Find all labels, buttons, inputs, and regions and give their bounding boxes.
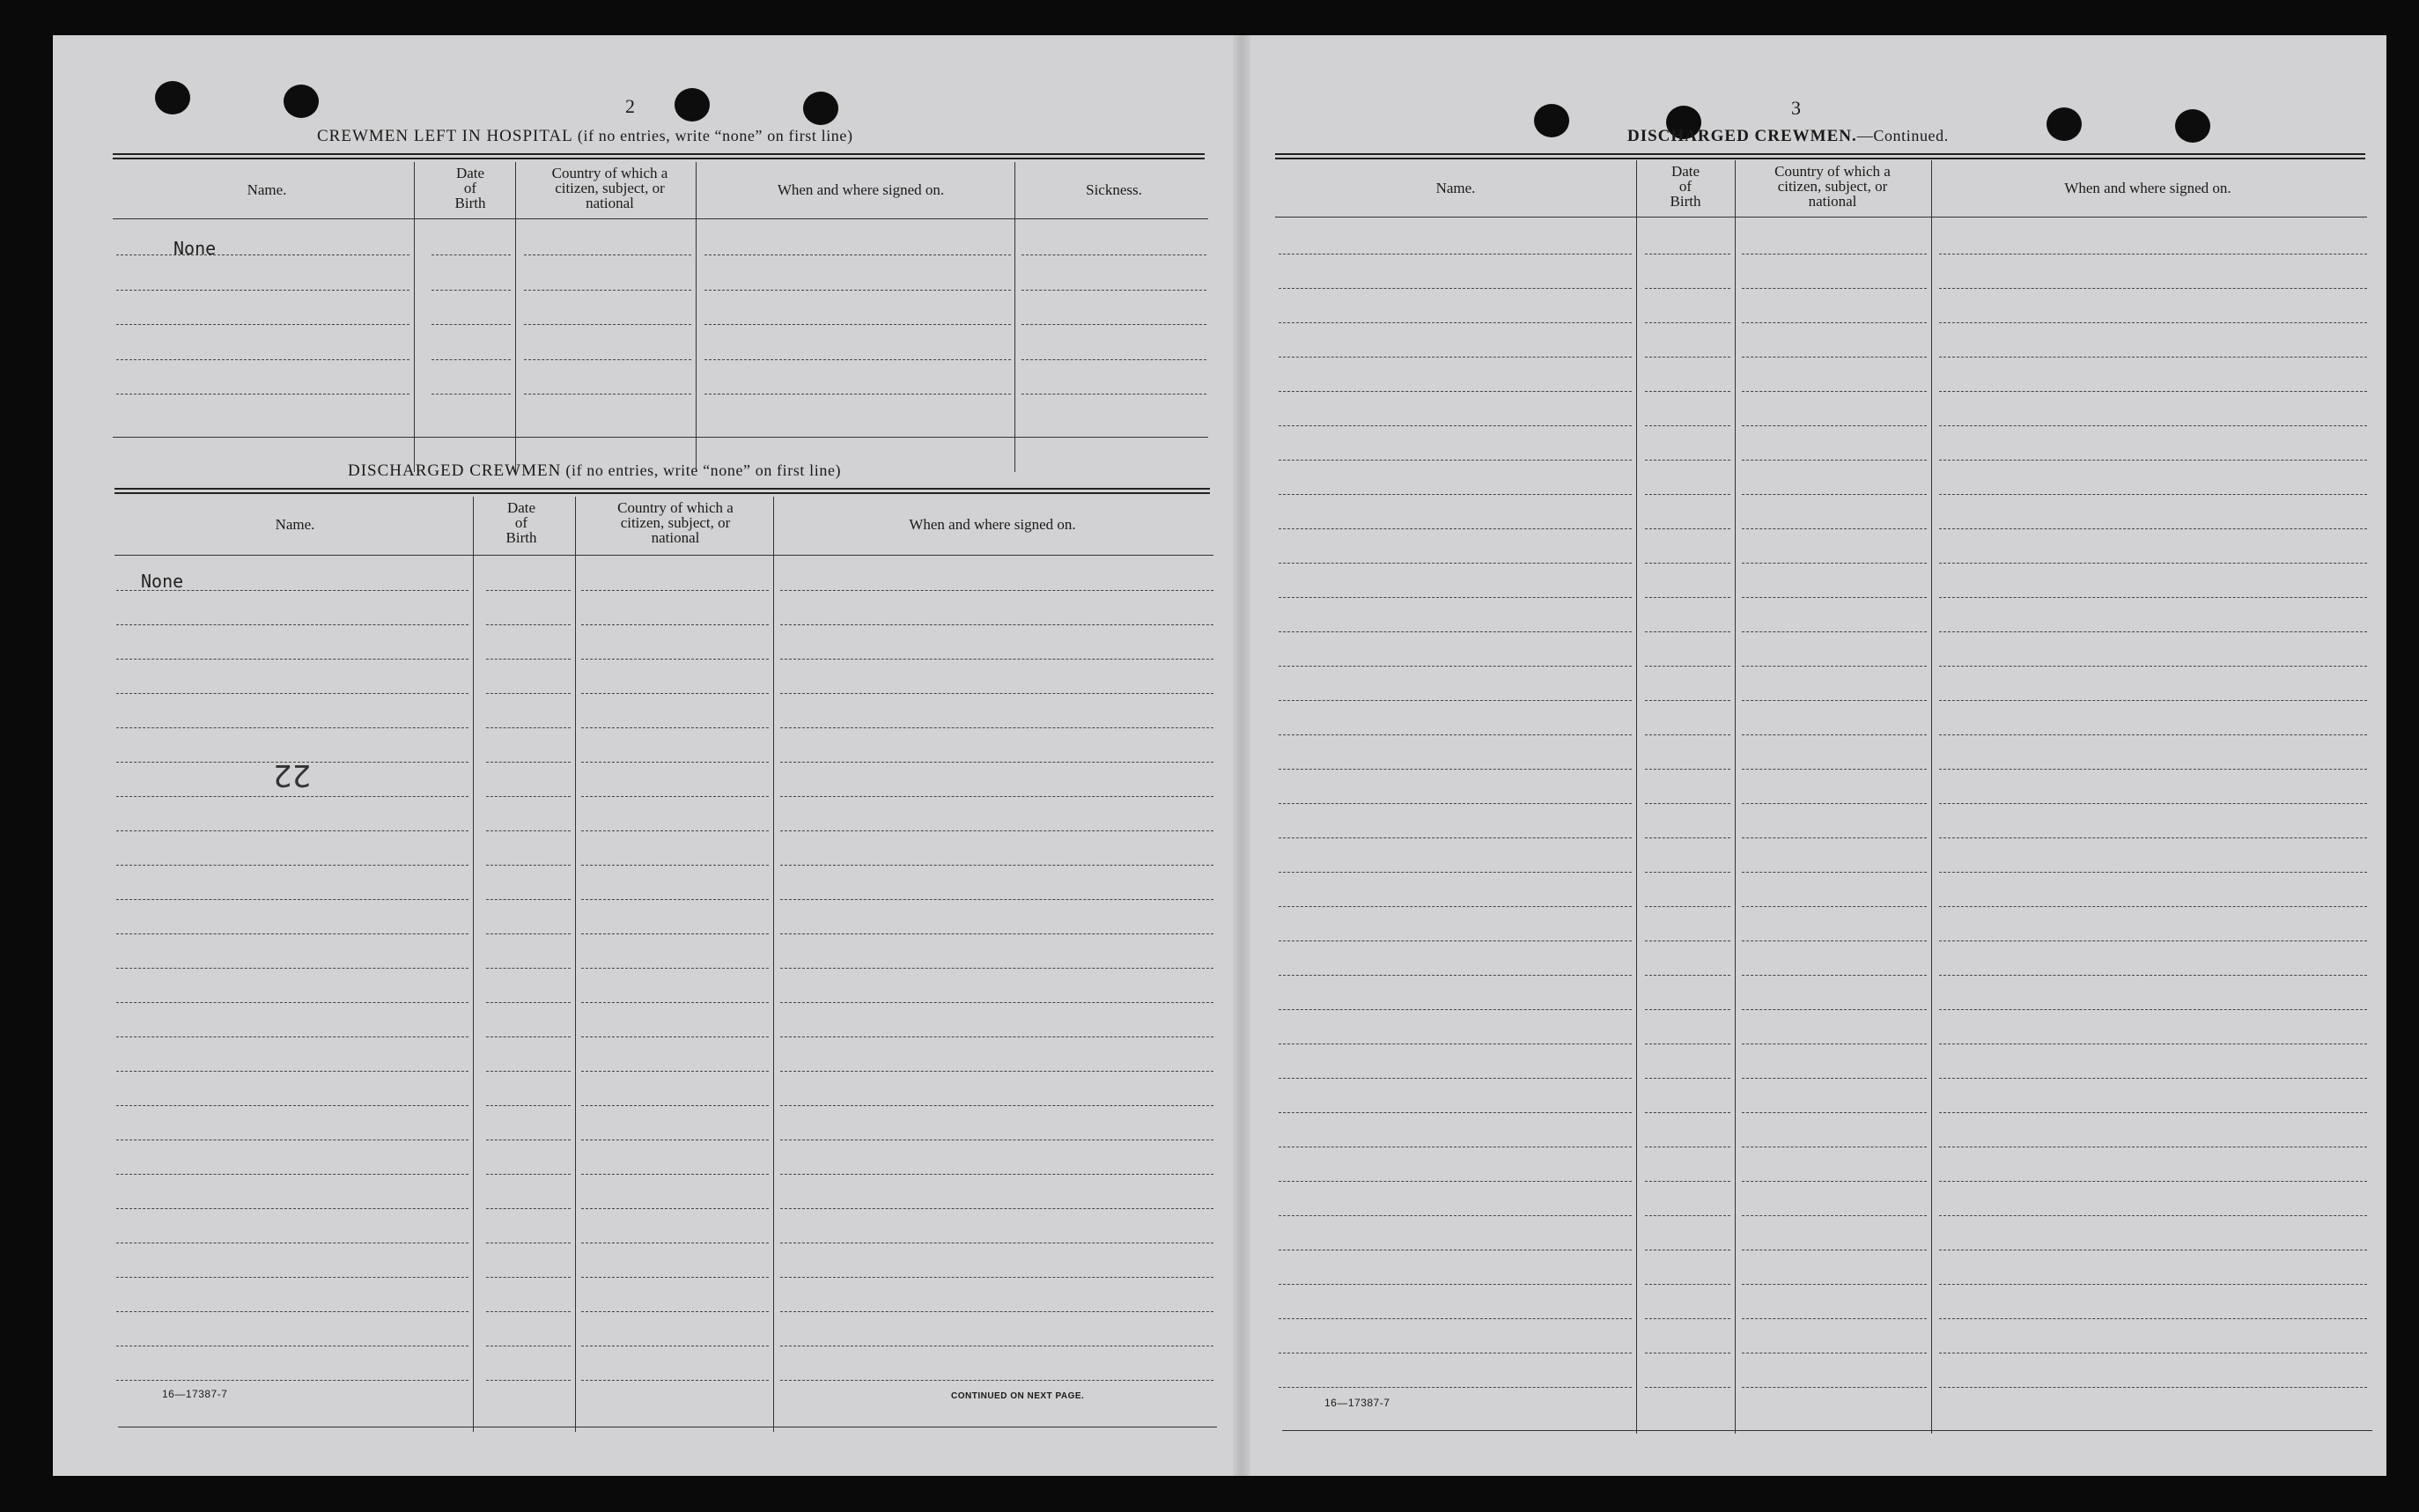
dashed-rule [1645,528,1730,529]
dashed-rule [1279,803,1632,804]
dashed-rule [431,254,511,255]
dashed-rule [116,254,409,255]
dashed-rule [1742,872,1927,873]
header-name: Name. [1435,180,1476,196]
right-title-note: —Continued. [1856,127,1949,144]
dashed-rule [1939,528,2367,529]
dashed-rule [1939,803,2367,804]
dashed-rule [486,1105,571,1106]
dashed-rule [1645,597,1730,598]
right-title-main: DISCHARGED CREWMEN. [1627,127,1857,145]
table-top-rule [1275,153,2365,159]
dashed-rule [1939,460,2367,461]
dashed-rule [1939,975,2367,976]
dashed-rule [1939,597,2367,598]
dashed-rule [704,324,1011,325]
dashed-rule [704,394,1011,395]
dashed-rule [581,968,769,969]
dashed-rule [116,290,409,291]
dashed-rule [1939,1078,2367,1079]
form-number-right: 16—17387-7 [1324,1397,1390,1409]
dashed-rule [116,1071,468,1072]
dashed-rule [1742,1318,1927,1319]
dashed-rule [116,324,409,325]
dashed-rule [1742,597,1927,598]
dashed-rule [1742,734,1927,735]
dashed-rule [1939,1215,2367,1216]
dashed-rule [1279,1181,1632,1182]
dashed-rule [116,1036,468,1037]
punch-hole [155,81,190,114]
dashed-rule [486,1036,571,1037]
dashed-rule [581,830,769,831]
dashed-rule [431,290,511,291]
dashed-rule [1645,357,1730,358]
column-divider [1931,160,1932,1434]
dashed-rule [524,290,691,291]
dashed-rule [1742,460,1927,461]
dashed-rule [1742,1009,1927,1010]
discharged-title-main: DISCHARGED CREWMEN [348,461,562,480]
dashed-rule [1645,425,1730,426]
column-divider [575,497,576,1432]
header-date-of-birth: Date of Birth [454,165,486,211]
dashed-rule [1645,734,1730,735]
hospital-title-main: CREWMEN LEFT IN HOSPITAL [317,127,573,145]
document-sheet [53,35,2386,1476]
dashed-rule [704,359,1011,360]
dashed-rule [780,1036,1213,1037]
dashed-rule [486,968,571,969]
dashed-rule [1645,803,1730,804]
dashed-rule [1939,425,2367,426]
dashed-rule [486,1071,571,1072]
header-name: Name. [247,181,287,198]
dashed-rule [1279,769,1632,770]
dashed-rule [1939,837,2367,838]
column-divider [696,162,697,472]
dashed-rule [1939,391,2367,392]
dashed-rule [1742,1181,1927,1182]
discharged-title-note: (if no entries, write “none” on first line) [565,461,842,479]
dashed-rule [524,324,691,325]
dashed-rule [704,290,1011,291]
dashed-rule [1742,322,1927,323]
dashed-rule [1645,906,1730,907]
dashed-rule [1279,1215,1632,1216]
dashed-rule [581,762,769,763]
dashed-rule [1279,494,1632,495]
dashed-rule [1021,324,1206,325]
dashed-rule [116,1380,468,1381]
dashed-rule [431,324,511,325]
dashed-rule [780,968,1213,969]
dashed-rule [116,1277,468,1278]
table-bottom-rule [1282,1430,2372,1431]
dashed-rule [780,830,1213,831]
dashed-rule [1645,872,1730,873]
dashed-rule [1742,1112,1927,1113]
dashed-rule [1939,563,2367,564]
dashed-rule [1742,700,1927,701]
dashed-rule [1279,597,1632,598]
punch-hole [675,88,710,122]
stray-mark-22: 22 [273,757,312,793]
dashed-rule [431,359,511,360]
dashed-rule [780,624,1213,625]
dashed-rule [1279,1284,1632,1285]
column-divider [414,162,415,472]
dashed-rule [524,394,691,395]
dashed-rule [780,933,1213,934]
dashed-rule [780,1208,1213,1209]
dashed-rule [1742,1284,1927,1285]
dashed-rule [1742,288,1927,289]
dashed-rule [1645,940,1730,941]
dashed-rule [780,727,1213,728]
dashed-rule [524,359,691,360]
dashed-rule [116,933,468,934]
punch-hole [2175,109,2210,143]
dashed-rule [524,254,691,255]
header-when-where: When and where signed on. [909,516,1076,533]
dashed-rule [486,899,571,900]
column-divider [1735,160,1736,1434]
dashed-rule [1939,288,2367,289]
dashed-rule [1939,1112,2367,1113]
dashed-rule [1939,357,2367,358]
dashed-rule [116,359,409,360]
dashed-rule [1279,975,1632,976]
dashed-rule [1279,734,1632,735]
dashed-rule [581,933,769,934]
dashed-rule [1279,906,1632,907]
dashed-rule [581,1174,769,1175]
dashed-rule [1279,631,1632,632]
dashed-rule [1742,803,1927,804]
page-number-left: 2 [625,95,635,117]
dashed-rule [1021,394,1206,395]
dashed-rule [1645,1009,1730,1010]
dashed-rule [1279,460,1632,461]
dashed-rule [1645,1318,1730,1319]
column-divider [1014,162,1015,472]
dashed-rule [581,796,769,797]
header-when-where: When and where signed on. [777,181,945,198]
discharged-entry-none: None [141,571,184,592]
dashed-rule [1645,631,1730,632]
column-divider [515,162,516,472]
header-date-of-birth: Date of Birth [505,499,537,546]
header-rule [1275,217,2367,218]
dashed-rule [1279,528,1632,529]
dashed-rule [780,762,1213,763]
dashed-rule [1645,288,1730,289]
dashed-rule [486,1002,571,1003]
dashed-rule [1645,391,1730,392]
punch-hole [2047,107,2082,141]
dashed-rule [486,830,571,831]
dashed-rule [780,590,1213,591]
header-rule [114,555,1213,556]
dashed-rule [1279,666,1632,667]
dashed-rule [1645,494,1730,495]
dashed-rule [116,830,468,831]
dashed-rule [116,659,468,660]
dashed-rule [581,1380,769,1381]
dashed-rule [1742,1387,1927,1388]
dashed-rule [1742,425,1927,426]
dashed-rule [780,1277,1213,1278]
dashed-rule [486,1380,571,1381]
dashed-rule [780,1380,1213,1381]
dashed-rule [1939,1009,2367,1010]
dashed-rule [581,1036,769,1037]
dashed-rule [1742,528,1927,529]
dashed-rule [116,796,468,797]
dashed-rule [581,693,769,694]
dashed-rule [780,865,1213,866]
dashed-rule [1645,1112,1730,1113]
dashed-rule [1279,700,1632,701]
dashed-rule [1645,1078,1730,1079]
dashed-rule [780,659,1213,660]
dashed-rule [1742,631,1927,632]
dashed-rule [116,1105,468,1106]
dashed-rule [1279,872,1632,873]
dashed-rule [1279,1078,1632,1079]
dashed-rule [780,1174,1213,1175]
dashed-rule [780,1002,1213,1003]
dashed-rule [1939,1318,2367,1319]
column-divider [773,497,774,1432]
punch-hole [1534,104,1569,137]
dashed-rule [581,624,769,625]
dashed-rule [486,659,571,660]
dashed-rule [486,590,571,591]
dashed-rule [1939,906,2367,907]
dashed-rule [1742,666,1927,667]
dashed-rule [1279,837,1632,838]
dashed-rule [1279,357,1632,358]
dashed-rule [486,762,571,763]
dashed-rule [1939,734,2367,735]
dashed-rule [1279,288,1632,289]
dashed-rule [1939,872,2367,873]
dashed-rule [486,727,571,728]
dashed-rule [581,1002,769,1003]
dashed-rule [1939,769,2367,770]
dashed-rule [1939,666,2367,667]
dashed-rule [1939,1181,2367,1182]
dashed-rule [1645,700,1730,701]
dashed-rule [1645,1215,1730,1216]
dashed-rule [116,1311,468,1312]
dashed-rule [1645,1284,1730,1285]
dashed-rule [1939,1284,2367,1285]
punch-hole [803,92,838,125]
dashed-rule [1279,1112,1632,1113]
dashed-rule [1279,563,1632,564]
dashed-rule [581,1311,769,1312]
dashed-rule [1645,563,1730,564]
dashed-rule [1021,254,1206,255]
dashed-rule [780,1105,1213,1106]
form-number-left: 16—17387-7 [162,1388,228,1400]
table-bottom-rule [113,437,1208,438]
dashed-rule [486,933,571,934]
dashed-rule [1021,290,1206,291]
dashed-rule [581,727,769,728]
dashed-rule [581,1105,769,1106]
punch-hole [284,85,319,118]
dashed-rule [1742,906,1927,907]
dashed-rule [486,1174,571,1175]
dashed-rule [581,1071,769,1072]
dashed-rule [486,1277,571,1278]
dashed-rule [581,590,769,591]
dashed-rule [1645,322,1730,323]
dashed-rule [1742,357,1927,358]
dashed-rule [1645,1181,1730,1182]
dashed-rule [1645,1387,1730,1388]
header-date-of-birth: Date of Birth [1670,163,1701,210]
dashed-rule [486,1208,571,1209]
dashed-rule [1742,1078,1927,1079]
dashed-rule [1939,322,2367,323]
dashed-rule [780,1311,1213,1312]
dashed-rule [116,865,468,866]
header-country: Country of which a citizen, subject, or national [617,499,734,546]
column-divider [1636,160,1637,1434]
dashed-rule [780,899,1213,900]
dashed-rule [486,1311,571,1312]
dashed-rule [704,254,1011,255]
dashed-rule [1645,769,1730,770]
dashed-rule [116,727,468,728]
dashed-rule [1939,1387,2367,1388]
dashed-rule [1742,837,1927,838]
dashed-rule [431,394,511,395]
dashed-rule [1279,425,1632,426]
dashed-rule [780,1071,1213,1072]
header-rule [113,218,1208,219]
dashed-rule [1939,494,2367,495]
hospital-title-note: (if no entries, write “none” on first line) [577,127,853,144]
dashed-rule [116,394,409,395]
dashed-rule [116,899,468,900]
header-country: Country of which a citizen, subject, or national [551,165,668,211]
dashed-rule [116,1174,468,1175]
dashed-rule [1645,837,1730,838]
right-section-title [1627,127,1949,146]
dashed-rule [1742,1215,1927,1216]
dashed-rule [1742,494,1927,495]
header-sickness: Sickness. [1086,181,1142,198]
page-number-right: 3 [1791,97,1801,119]
table-top-rule [113,153,1205,159]
dashed-rule [1645,460,1730,461]
dashed-rule [581,865,769,866]
dashed-rule [780,796,1213,797]
dashed-rule [1939,940,2367,941]
dashed-rule [1279,391,1632,392]
dashed-rule [116,693,468,694]
dashed-rule [486,693,571,694]
header-country: Country of which a citizen, subject, or national [1774,163,1891,210]
dashed-rule [1742,563,1927,564]
dashed-rule [581,659,769,660]
dashed-rule [1742,940,1927,941]
dashed-rule [1279,1387,1632,1388]
dashed-rule [581,899,769,900]
dashed-rule [116,1208,468,1209]
dashed-rule [1742,391,1927,392]
dashed-rule [1021,359,1206,360]
dashed-rule [1279,322,1632,323]
table-top-rule [114,488,1210,494]
dashed-rule [486,796,571,797]
dashed-rule [1742,769,1927,770]
dashed-rule [1279,940,1632,941]
dashed-rule [486,624,571,625]
hospital-entry-none: None [173,238,217,259]
dashed-rule [581,1208,769,1209]
dashed-rule [581,1277,769,1278]
dashed-rule [1645,666,1730,667]
header-name: Name. [275,516,315,533]
dashed-rule [1279,1009,1632,1010]
discharged-section-title [348,461,841,481]
dashed-rule [1742,975,1927,976]
dashed-rule [780,693,1213,694]
header-when-where: When and where signed on. [2064,180,2231,196]
dashed-rule [116,1002,468,1003]
hospital-section-title [317,127,853,146]
continued-note: CONTINUED ON NEXT PAGE. [951,1391,1085,1401]
dashed-rule [1279,1318,1632,1319]
dashed-rule [116,624,468,625]
dashed-rule [1939,700,2367,701]
column-divider [473,497,474,1432]
dashed-rule [1645,975,1730,976]
dashed-rule [1939,631,2367,632]
dashed-rule [116,968,468,969]
dashed-rule [486,865,571,866]
